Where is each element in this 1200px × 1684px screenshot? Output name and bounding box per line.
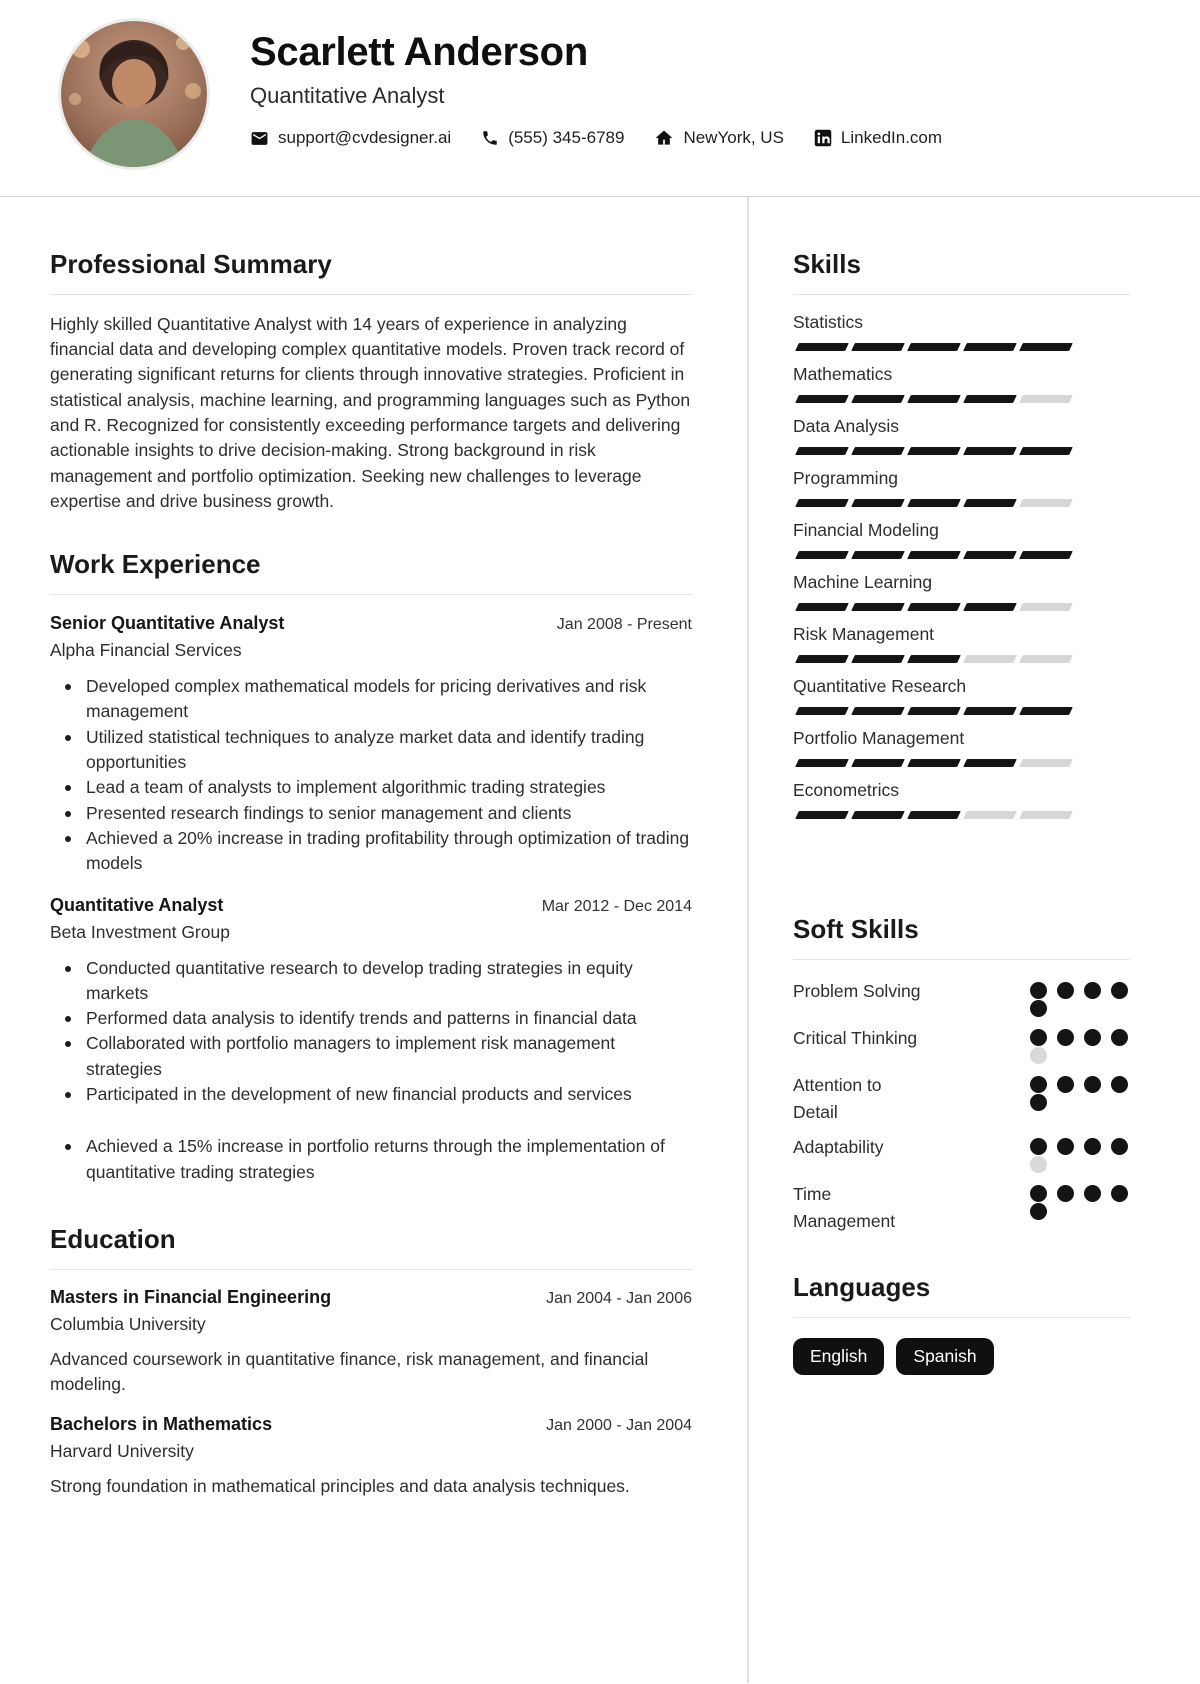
section-divider [50,294,692,295]
soft-skill-dot [1030,982,1047,999]
skills-heading: Skills [793,249,861,279]
skill-name: Financial Modeling [793,519,939,540]
job-bullet: Lead a team of analysts to implement algorithmic trading strategies [86,775,692,800]
skill-bar-segment [1019,759,1073,767]
skill-level-bar [793,499,1130,507]
soft-skill-level-dots [1030,978,1130,1017]
school-name: Columbia University [50,1313,206,1334]
skill-bar-segment [907,759,961,767]
skill-bar-segment [907,395,961,403]
skill-bar-segment [1019,343,1073,351]
job-dates: Mar 2012 - Dec 2014 [541,897,692,915]
soft-skill-name: Critical Thinking [793,1027,918,1048]
soft-skill-item [793,1181,1130,1235]
soft-skill-dot [1111,1029,1128,1046]
soft-skill-item [793,1025,1130,1064]
skill-item [793,572,1130,611]
skill-bar-segment [1019,811,1073,819]
contact-location [654,128,783,148]
soft-skill-dot [1057,1029,1074,1046]
skill-bar-segment [1019,603,1073,611]
skill-level-bar [793,759,1130,767]
job-company: Alpha Financial Services [50,640,242,661]
location-icon [654,128,674,148]
resume-header [0,0,1200,197]
soft-skill-dot [1111,1138,1128,1155]
skill-bar-segment [795,707,849,715]
soft-skill-name: Time Management [793,1183,896,1231]
skill-bar-segment [963,499,1017,507]
skill-bar-segment [795,551,849,559]
skill-name: Quantitative Research [793,675,967,696]
soft-skill-dot [1084,1076,1101,1093]
email-icon [250,129,269,148]
job-title: Senior Quantitative Analyst [50,613,285,634]
soft-skill-dot [1057,1076,1074,1093]
section-divider [50,1269,692,1270]
job-bullet: Participated in the development of new financial products and services [86,1082,692,1107]
skill-bar-segment [963,343,1017,351]
job-bullet: Presented research findings to senior management and clients [86,801,692,826]
skill-bar-segment [795,759,849,767]
skill-bar-segment [1019,395,1073,403]
skill-bar-segment [795,343,849,351]
skill-bar-segment [963,551,1017,559]
summary-text: Highly skilled Quantitative Analyst with 14 years of experience in analyzing financial data and developing complex quantitative models. Proven track record of generating significant returns for clients through innovative strategies. Proficient in statistical analysis, machine learning, and programming languages such as Python and R. Recognized for consistently exceeding performance targets and delivering actionable insights to drive decision-making. Strong background in risk management and portfolio optimization. Seeking new challenges to leverage expertise and drive business growth. [50,313,691,511]
school-name: Harvard University [50,1441,194,1462]
language-pill: Spanish [896,1338,993,1375]
skill-name: Portfolio Management [793,727,965,748]
candidate-title: Quantitative Analyst [250,83,445,108]
skill-bar-segment [907,343,961,351]
contact-phone [481,128,624,148]
education-description: Strong foundation in mathematical principles and data analysis techniques. [50,1476,630,1497]
skill-name: Statistics [793,311,864,332]
section-divider [793,1317,1130,1318]
contact-row [250,128,942,148]
job-bullet: Developed complex mathematical models for pricing derivatives and risk management [86,674,692,725]
soft-skill-dot [1111,1185,1128,1202]
soft-skills-list [793,978,1130,1235]
soft-skills-section [793,915,1130,1235]
soft-skill-dot [1084,1029,1101,1046]
soft-skill-dot [1111,982,1128,999]
skill-bar-segment [795,395,849,403]
skill-bar-segment [907,655,961,663]
skill-item [793,312,1130,351]
job-dates: Jan 2008 - Present [556,616,692,634]
soft-skill-dot [1030,1156,1047,1173]
soft-skill-item [793,1134,1130,1173]
skill-item [793,780,1130,819]
job-list [50,613,692,1185]
skill-bar-segment [851,655,905,663]
soft-skill-dot [1057,1138,1074,1155]
soft-skill-dot [1111,1076,1128,1093]
job-header [50,613,692,634]
soft-skill-level-dots [1030,1072,1130,1111]
skill-bar-segment [851,551,905,559]
soft-skill-level-dots [1030,1181,1130,1220]
skill-item [793,624,1130,663]
phone-icon [481,129,499,147]
contact-location-text: NewYork, US [683,128,784,147]
job-bullet: Achieved a 20% increase in trading profitability through optimization of trading models [86,826,692,877]
soft-skill-level-dots [1030,1134,1130,1173]
experience-section [50,550,692,1185]
job-bullet: Performed data analysis to identify trends and patterns in financial data [86,1006,692,1031]
resume-body [0,197,1200,1683]
soft-skill-name: Attention to Detail [793,1074,882,1122]
section-divider [793,294,1130,295]
soft-skill-name: Adaptability [793,1136,884,1157]
skill-bar-segment [963,707,1017,715]
summary-heading: Professional Summary [50,249,332,279]
education-heading: Education [50,1223,176,1254]
profile-photo-placeholder [61,21,207,167]
experience-item [50,895,692,1185]
education-item [50,1414,692,1499]
languages-heading: Languages [793,1271,931,1302]
job-company: Beta Investment Group [50,921,230,942]
skill-bar-segment [851,759,905,767]
job-bullet: Utilized statistical techniques to analyze market data and identify trading opportunities [86,725,692,776]
job-title: Quantitative Analyst [50,894,224,915]
skill-bar-segment [1019,499,1073,507]
skill-level-bar [793,655,1130,663]
degree-title: Bachelors in Mathematics [50,1414,273,1435]
education-item [50,1287,692,1398]
education-header [50,1414,692,1435]
skills-section [793,250,1130,819]
skill-level-bar [793,447,1130,455]
skill-item [793,676,1130,715]
skill-bar-segment [963,811,1017,819]
skill-bar-segment [795,603,849,611]
skill-level-bar [793,551,1130,559]
skill-item [793,416,1130,455]
profile-photo [58,18,210,170]
skill-name: Data Analysis [793,415,900,436]
skill-bar-segment [1019,551,1073,559]
skill-bar-segment [795,811,849,819]
skill-bar-segment [963,447,1017,455]
education-description: Advanced coursework in quantitative finance, risk management, and financial modeling. [50,1348,649,1395]
soft-skill-item [793,1072,1130,1126]
soft-skill-dot [1030,1047,1047,1064]
soft-skill-name: Problem Solving [793,980,921,1001]
job-bullet-list [50,956,692,1185]
skills-list [793,312,1130,819]
skill-item [793,728,1130,767]
skill-bar-segment [851,811,905,819]
skill-bar-segment [851,447,905,455]
skill-level-bar [793,811,1130,819]
candidate-name: Scarlett Anderson [250,30,588,74]
skill-bar-segment [851,395,905,403]
job-bullet: Conducted quantitative research to develop trading strategies in equity markets [86,956,692,1007]
experience-heading: Work Experience [50,549,261,580]
skill-name: Programming [793,467,899,488]
contact-email-text: support@cvdesigner.ai [278,128,452,147]
skill-name: Econometrics [793,779,900,800]
job-bullet: Collaborated with portfolio managers to implement risk management strategies [86,1031,692,1082]
skill-bar-segment [907,811,961,819]
skill-bar-segment [963,655,1017,663]
education-header [50,1287,692,1308]
languages-section [793,1273,1130,1375]
skill-bar-segment [1019,447,1073,455]
skill-bar-segment [851,499,905,507]
skill-bar-segment [963,759,1017,767]
job-bullet-list [50,674,692,876]
soft-skill-dot [1030,1029,1047,1046]
contact-email[interactable] [250,128,451,148]
soft-skill-dot [1030,1000,1047,1017]
contact-linkedin-text: LinkedIn.com [840,128,943,147]
degree-title: Masters in Financial Engineering [50,1286,332,1307]
education-dates: Jan 2000 - Jan 2004 [546,1417,692,1435]
summary-section [50,250,692,514]
skill-bar-segment [907,707,961,715]
section-divider [50,594,692,595]
skill-bar-segment [795,499,849,507]
soft-skill-dot [1030,1076,1047,1093]
education-dates: Jan 2004 - Jan 2006 [546,1289,692,1307]
soft-skill-dot [1057,982,1074,999]
linkedin-icon [814,129,832,147]
skill-item [793,468,1130,507]
skill-level-bar [793,343,1130,351]
soft-skill-dot [1084,982,1101,999]
skill-bar-segment [963,395,1017,403]
skill-bar-segment [1019,655,1073,663]
language-pill: English [793,1338,884,1375]
soft-skill-dot [1084,1138,1101,1155]
soft-skill-dot [1030,1185,1047,1202]
skill-bar-segment [851,343,905,351]
skill-bar-segment [851,603,905,611]
skill-bar-segment [795,447,849,455]
job-header [50,895,692,916]
skill-name: Mathematics [793,363,893,384]
skill-bar-segment [963,603,1017,611]
skill-bar-segment [1019,707,1073,715]
skill-name: Machine Learning [793,571,933,592]
education-list [50,1287,692,1500]
education-section [50,1225,692,1500]
skill-level-bar [793,707,1130,715]
soft-skill-dot [1084,1185,1101,1202]
skill-bar-segment [907,603,961,611]
soft-skill-dot [1030,1094,1047,1111]
skill-bar-segment [795,655,849,663]
skill-bar-segment [907,551,961,559]
skill-name: Risk Management [793,623,935,644]
skill-item [793,520,1130,559]
header-info [250,18,942,148]
skill-level-bar [793,395,1130,403]
soft-skill-dot [1057,1185,1074,1202]
soft-skill-item [793,978,1130,1017]
section-divider [793,959,1130,960]
skill-bar-segment [851,707,905,715]
skill-item [793,364,1130,403]
language-list [793,1338,1130,1375]
experience-item [50,613,692,876]
soft-skill-dot [1030,1138,1047,1155]
soft-skill-dot [1030,1203,1047,1220]
contact-phone-text: (555) 345-6789 [508,128,625,147]
soft-skills-heading: Soft Skills [793,913,919,944]
main-column [0,197,747,1683]
skill-bar-segment [907,447,961,455]
sidebar-column [749,197,1200,1683]
skill-level-bar [793,603,1130,611]
contact-linkedin[interactable] [814,128,942,148]
soft-skill-level-dots [1030,1025,1130,1064]
skill-bar-segment [907,499,961,507]
job-bullet: Achieved a 15% increase in portfolio returns through the implementation of quantitative trading strategies [86,1134,692,1185]
